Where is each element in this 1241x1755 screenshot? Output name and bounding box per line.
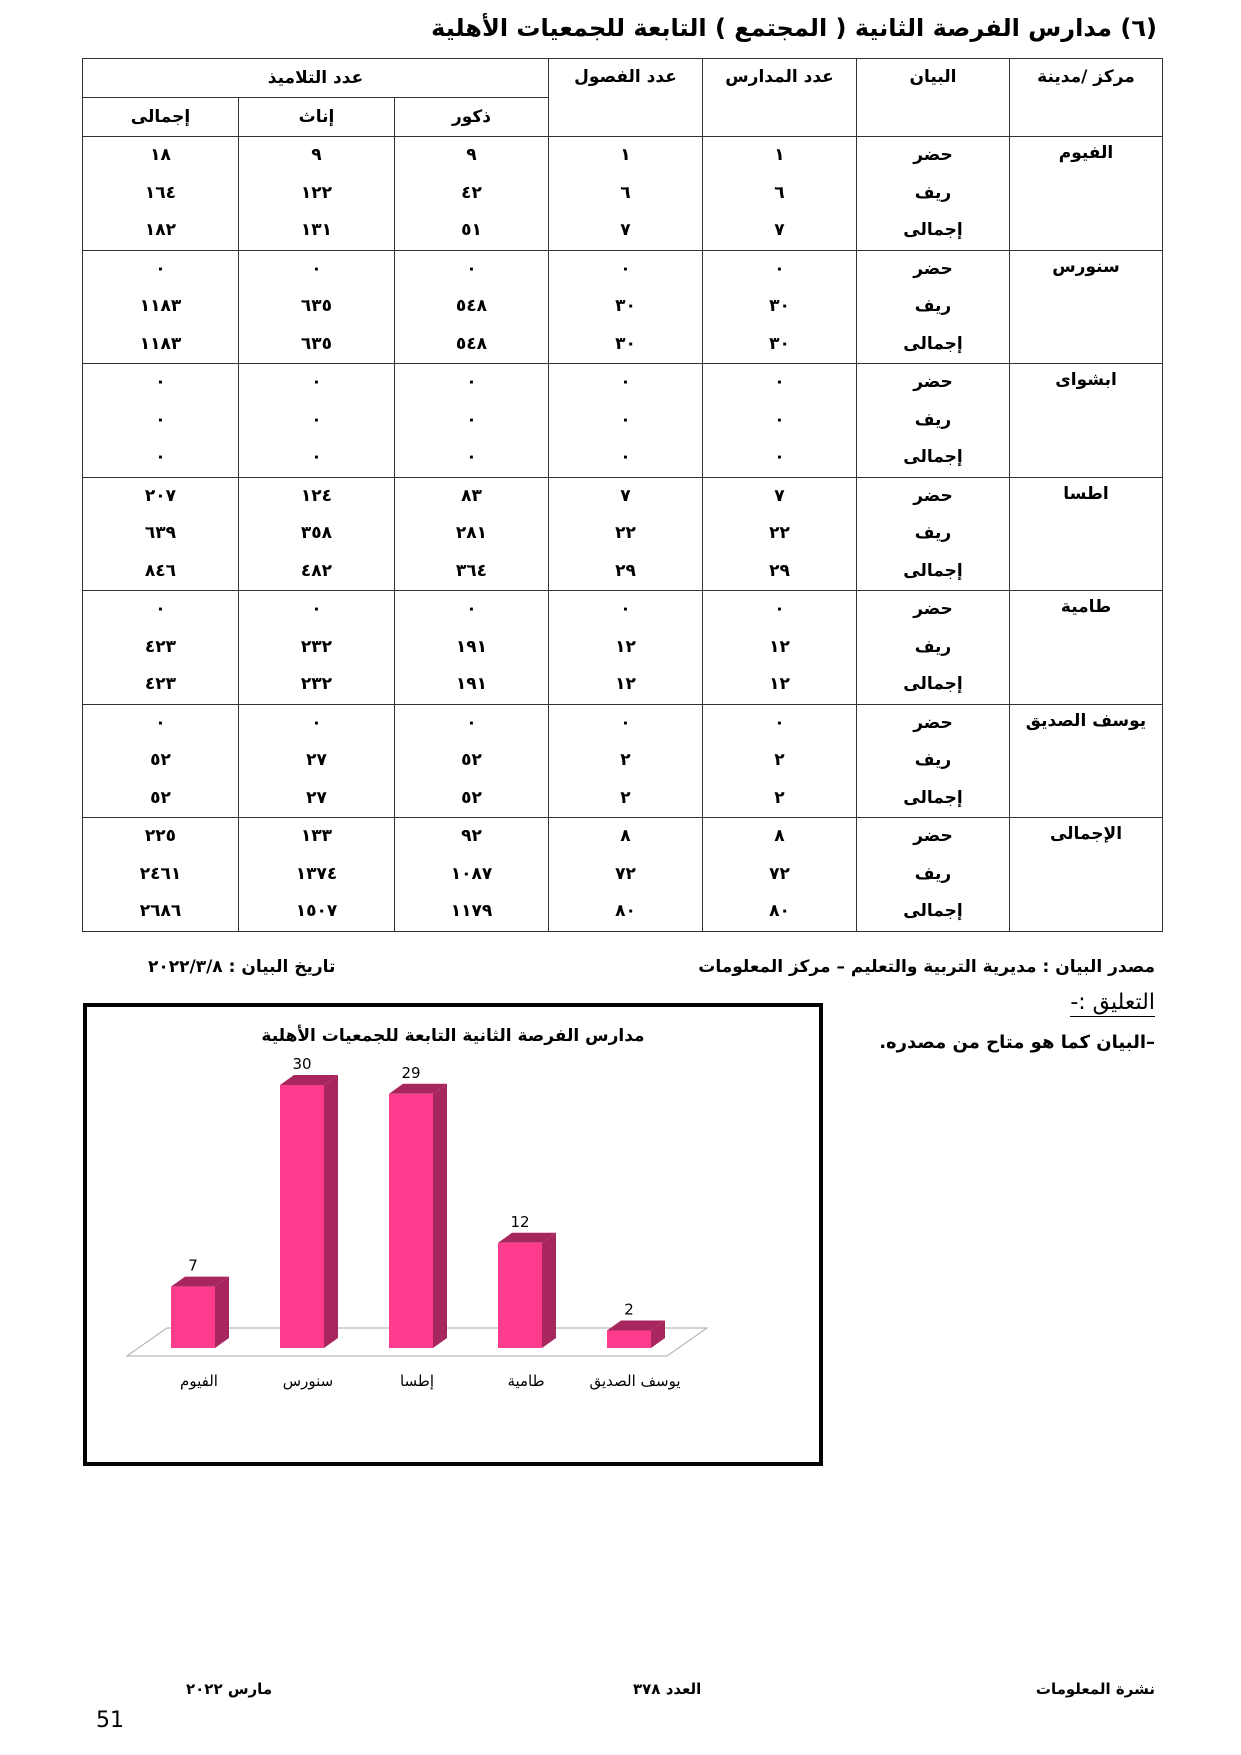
value-schools: ٣٠	[769, 333, 790, 354]
value-males: ٢٨١	[455, 523, 488, 543]
row-type-label: ريف	[914, 863, 952, 884]
value-females: ٦٣٥	[300, 296, 333, 316]
bar-value-label: 12	[510, 1212, 530, 1231]
value-total: ٠	[155, 599, 166, 619]
row-type-cell	[857, 137, 1010, 251]
value-females: ٠	[311, 712, 322, 733]
row-type-cell	[857, 250, 1010, 364]
x-tick-label: الفيوم	[180, 1372, 218, 1390]
cell-males	[395, 591, 549, 705]
value-females: ٠	[311, 599, 322, 619]
value-females: ٦٣٥	[300, 333, 333, 354]
value-classes: ٠	[620, 712, 631, 733]
value-schools: ١٢	[769, 636, 790, 657]
cell-total	[83, 364, 239, 478]
value-total: ٠	[155, 258, 166, 279]
value-females: ٠	[311, 258, 322, 279]
bar-value-label: 30	[292, 1055, 312, 1073]
cell-females	[239, 704, 395, 818]
value-males: ٠	[466, 447, 477, 467]
header-students: عدد التلاميذ	[83, 59, 549, 98]
cell-classes	[549, 818, 703, 932]
bar	[607, 1330, 651, 1348]
row-type-cell	[857, 591, 1010, 705]
value-total: ٢٦٨٦	[139, 901, 182, 921]
cell-total	[83, 250, 239, 364]
row-type-cell	[857, 704, 1010, 818]
value-males: ٩	[466, 145, 477, 165]
value-classes: ٦	[620, 182, 631, 203]
row-type-label: ريف	[914, 409, 952, 430]
data-source: مصدر البيان : مديرية التربية والتعليم – مركز المعلومات	[698, 957, 1155, 977]
value-classes: ٠	[620, 372, 631, 392]
value-males: ١٩١	[455, 636, 488, 657]
cell-schools	[703, 250, 857, 364]
row-type-label: إجمالى	[903, 674, 963, 694]
row-type-label: حضر	[913, 145, 953, 165]
value-schools: ٢٢	[769, 523, 790, 543]
value-schools: ٢	[774, 750, 785, 770]
value-total: ٤٢٣	[144, 636, 177, 657]
value-classes: ٢	[620, 750, 631, 770]
value-schools: ٣٠	[769, 296, 790, 316]
value-schools: ٠	[774, 712, 785, 733]
value-total: ٤٢٣	[144, 674, 177, 694]
value-total: ٦٣٩	[144, 523, 177, 543]
value-males: ٣٦٤	[455, 560, 488, 581]
value-classes: ٧	[620, 220, 631, 240]
chart-title: مدارس الفرصة الثانية التابعة للجمعيات الأهلية	[261, 1026, 645, 1046]
cell-total	[83, 137, 239, 251]
region-name: سنورس	[1010, 250, 1163, 364]
bar	[389, 1094, 433, 1348]
cell-total	[83, 477, 239, 591]
value-females: ٢٣٢	[300, 674, 333, 694]
cell-total	[83, 818, 239, 932]
table-row	[83, 137, 1163, 251]
value-schools: ٠	[774, 599, 785, 619]
schools-table	[82, 58, 1163, 932]
row-type-label: إجمالى	[903, 901, 963, 921]
row-type-label: حضر	[913, 372, 953, 392]
cell-classes	[549, 137, 703, 251]
comment-text: –البيان كما هو متاح من مصدره.	[879, 1032, 1155, 1053]
value-schools: ٠	[774, 409, 785, 430]
header-classes: عدد الفصول	[549, 59, 703, 137]
value-males: ٥٤٨	[455, 333, 488, 354]
value-schools: ٠	[774, 372, 785, 392]
bar-side	[542, 1233, 556, 1348]
value-males: ١١٧٩	[450, 901, 493, 921]
value-males: ٥٢	[461, 750, 482, 770]
value-total: ١٨٢	[144, 220, 177, 240]
row-type-label: إجمالى	[903, 560, 963, 581]
value-total: ٢٤٦١	[139, 863, 182, 884]
row-type-label: حضر	[913, 485, 953, 506]
value-males: ٥١	[461, 220, 482, 240]
value-females: ١٣١	[300, 220, 333, 240]
bar-chart	[83, 1003, 823, 1466]
value-schools: ٠	[774, 258, 785, 279]
region-name: الإجمالى	[1010, 818, 1163, 932]
value-classes: ١	[620, 145, 631, 165]
value-females: ٢٧	[306, 750, 327, 770]
value-total: ١٨	[150, 145, 171, 165]
cell-schools	[703, 364, 857, 478]
value-males: ٠	[466, 409, 477, 430]
row-type-label: ريف	[914, 182, 952, 203]
value-males: ٥٤٨	[455, 296, 488, 316]
row-type-cell	[857, 477, 1010, 591]
value-schools: ٠	[774, 447, 785, 467]
value-schools: ٨٠	[769, 901, 790, 921]
cell-schools	[703, 591, 857, 705]
value-males: ١٩١	[455, 674, 488, 694]
value-classes: ٢٢	[615, 523, 636, 543]
value-schools: ١	[774, 145, 785, 165]
value-females: ٣٥٨	[300, 523, 333, 543]
bar-value-label: 29	[401, 1063, 421, 1082]
table-row	[83, 704, 1163, 818]
comment-heading: التعليق :-	[1070, 990, 1155, 1015]
table-row	[83, 591, 1163, 705]
value-classes: ٨	[620, 826, 631, 846]
x-tick-label: إطسا	[399, 1372, 435, 1390]
value-classes: ٣٠	[615, 296, 636, 316]
row-type-label: ريف	[914, 523, 952, 543]
cell-males	[395, 818, 549, 932]
value-females: ٠	[311, 372, 322, 392]
cell-males	[395, 704, 549, 818]
row-type-label: إجمالى	[903, 333, 963, 354]
table-row	[83, 364, 1163, 478]
value-total: ١٦٤	[144, 182, 177, 203]
cell-females	[239, 250, 395, 364]
cell-classes	[549, 591, 703, 705]
cell-schools	[703, 704, 857, 818]
value-classes: ١٢	[615, 674, 636, 694]
value-classes: ٠	[620, 599, 631, 619]
table-row	[83, 477, 1163, 591]
bar-side	[215, 1277, 229, 1348]
region-name: اطسا	[1010, 477, 1163, 591]
row-type-label: ريف	[914, 750, 952, 770]
table-row	[83, 250, 1163, 364]
value-females: ١٣٣	[300, 826, 333, 846]
row-type-label: إجمالى	[903, 220, 963, 240]
cell-males	[395, 477, 549, 591]
cell-females	[239, 818, 395, 932]
value-females: ١٢٤	[300, 485, 333, 506]
value-classes: ٧٢	[615, 863, 636, 884]
value-females: ١٥٠٧	[295, 901, 338, 921]
value-total: ١١٨٣	[139, 333, 182, 354]
cell-total	[83, 704, 239, 818]
cell-schools	[703, 818, 857, 932]
value-females: ٠	[311, 409, 322, 430]
value-classes: ٠	[620, 258, 631, 279]
row-type-cell	[857, 364, 1010, 478]
value-classes: ٣٠	[615, 333, 636, 354]
value-total: ٠	[155, 372, 166, 392]
row-type-label: إجمالى	[903, 787, 963, 808]
row-type-label: حضر	[913, 826, 953, 846]
header-males: ذكور	[395, 98, 549, 137]
value-schools: ٧	[774, 485, 785, 506]
value-males: ٩٢	[461, 826, 482, 846]
value-schools: ٢	[774, 787, 785, 808]
value-total: ٠	[155, 712, 166, 733]
value-males: ٠	[466, 372, 477, 392]
region-name: الفيوم	[1010, 137, 1163, 251]
value-total: ٠	[155, 447, 166, 467]
value-males: ٠	[466, 599, 477, 619]
value-schools: ٧٢	[769, 863, 790, 884]
value-males: ١٠٨٧	[450, 863, 493, 884]
value-total: ٢٢٥	[144, 826, 177, 846]
cell-classes	[549, 250, 703, 364]
footer-publication: نشرة المعلومات	[1035, 1680, 1155, 1698]
row-type-label: حضر	[913, 258, 953, 279]
cell-females	[239, 591, 395, 705]
value-males: ٤٢	[461, 182, 482, 203]
value-classes: ٧	[620, 485, 631, 506]
value-schools: ٦	[774, 182, 785, 203]
cell-males	[395, 250, 549, 364]
value-classes: ٢٩	[615, 560, 636, 581]
value-total: ٠	[155, 409, 166, 430]
value-total: ٥٢	[150, 787, 171, 808]
cell-males	[395, 137, 549, 251]
header-females: إناث	[239, 98, 395, 137]
region-name: يوسف الصديق	[1010, 704, 1163, 818]
value-schools: ٧	[774, 220, 785, 240]
row-type-label: إجمالى	[903, 447, 963, 467]
footer-month: مارس ٢٠٢٢	[186, 1680, 273, 1698]
x-tick-label: يوسف الصديق	[589, 1372, 681, 1390]
cell-males	[395, 364, 549, 478]
page-title: (٦) مدارس الفرصة الثانية ( المجتمع ) التابعة للجمعيات الأهلية	[431, 14, 1157, 42]
row-type-label: ريف	[914, 296, 952, 316]
bar-value-label: 2	[624, 1300, 634, 1319]
value-females: ٢٣٢	[300, 636, 333, 657]
value-classes: ٢	[620, 787, 631, 808]
cell-females	[239, 364, 395, 478]
value-total: ٨٤٦	[144, 560, 177, 581]
bar-value-label: 7	[188, 1256, 198, 1275]
cell-classes	[549, 704, 703, 818]
header-total: إجمالى	[83, 98, 239, 137]
bar	[171, 1287, 215, 1348]
data-date: تاريخ البيان : ٢٠٢٢/٣/٨	[148, 957, 336, 977]
region-name: ابشواى	[1010, 364, 1163, 478]
cell-total	[83, 591, 239, 705]
header-statement: البيان	[857, 59, 1010, 137]
value-females: ٢٧	[306, 787, 327, 808]
value-classes: ٠	[620, 447, 631, 467]
bar	[498, 1243, 542, 1348]
value-males: ٥٢	[461, 787, 482, 808]
value-males: ٨٣	[461, 485, 482, 506]
value-females: ١٣٧٤	[295, 863, 338, 884]
value-total: ٢٠٧	[144, 485, 177, 506]
value-classes: ١٢	[615, 636, 636, 657]
value-females: ٠	[311, 447, 322, 467]
value-females: ٩	[311, 145, 322, 165]
header-region: مركز /مدينة	[1010, 59, 1163, 137]
value-total: ١١٨٣	[139, 296, 182, 316]
cell-classes	[549, 477, 703, 591]
value-schools: ٨	[774, 826, 785, 846]
bar-side	[433, 1084, 447, 1348]
value-schools: ٢٩	[769, 560, 790, 581]
row-type-label: حضر	[913, 712, 953, 733]
row-type-cell	[857, 818, 1010, 932]
region-name: طامية	[1010, 591, 1163, 705]
x-tick-label: سنورس	[282, 1372, 334, 1390]
value-classes: ٠	[620, 409, 631, 430]
cell-classes	[549, 364, 703, 478]
value-total: ٥٢	[150, 750, 171, 770]
header-schools: عدد المدارس	[703, 59, 857, 137]
bar	[280, 1085, 324, 1348]
cell-females	[239, 477, 395, 591]
page-number: 51	[96, 1708, 124, 1733]
value-females: ٤٨٢	[300, 560, 333, 581]
x-tick-label: طامية	[507, 1372, 545, 1390]
value-schools: ١٢	[769, 674, 790, 694]
cell-schools	[703, 137, 857, 251]
value-classes: ٨٠	[615, 901, 636, 921]
cell-females	[239, 137, 395, 251]
value-females: ١٢٢	[300, 182, 333, 203]
table-row	[83, 818, 1163, 932]
bar-side	[324, 1075, 338, 1348]
value-males: ٠	[466, 258, 477, 279]
cell-schools	[703, 477, 857, 591]
value-males: ٠	[466, 712, 477, 733]
chart-svg	[87, 1007, 819, 1462]
row-type-label: ريف	[914, 636, 952, 657]
row-type-label: حضر	[913, 599, 953, 619]
footer-issue: العدد ٣٧٨	[633, 1680, 702, 1698]
